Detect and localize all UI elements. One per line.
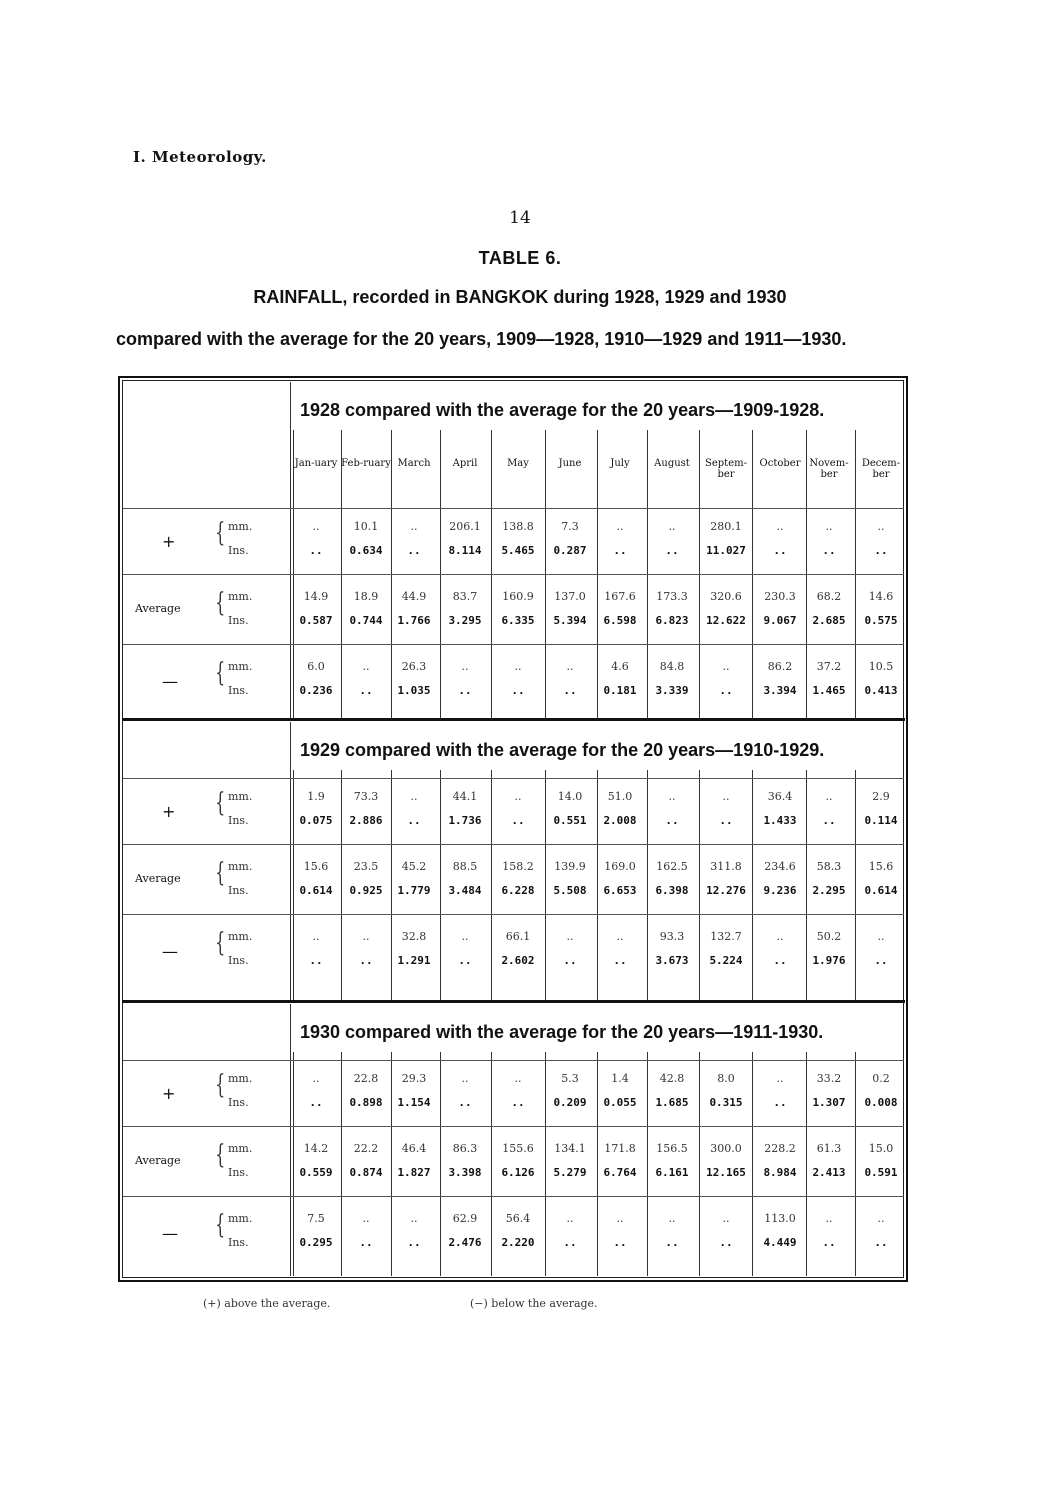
cell-ins: .. bbox=[665, 1236, 679, 1249]
cell-ins: 2.413 bbox=[812, 1166, 846, 1179]
cell-ins: .. bbox=[665, 814, 679, 827]
group-rule bbox=[123, 914, 904, 915]
cell-mm: 156.5 bbox=[656, 1142, 688, 1155]
unit-mm: mm. bbox=[228, 1072, 253, 1085]
row-label-minus: — bbox=[162, 672, 178, 691]
cell-ins: .. bbox=[563, 1236, 577, 1249]
cell-ins: .. bbox=[874, 954, 888, 967]
cell-ins: .. bbox=[407, 814, 421, 827]
cell-mm: 37.2 bbox=[816, 660, 842, 673]
cell-ins: .. bbox=[407, 1236, 421, 1249]
cell-ins: .. bbox=[665, 544, 679, 557]
cell-ins: 0.614 bbox=[299, 884, 333, 897]
cell-mm: 113.0 bbox=[764, 1212, 796, 1225]
cell-ins: 6.126 bbox=[501, 1166, 535, 1179]
unit-ins: Ins. bbox=[228, 614, 249, 627]
cell-mm: .. bbox=[312, 1072, 320, 1085]
cell-mm: .. bbox=[616, 930, 624, 943]
cell-mm: 73.3 bbox=[353, 790, 379, 803]
cell-mm: 62.9 bbox=[452, 1212, 478, 1225]
header-rule bbox=[123, 508, 904, 509]
cell-mm: .. bbox=[312, 520, 320, 533]
cell-mm: 83.7 bbox=[452, 590, 478, 603]
cell-ins: 2.220 bbox=[501, 1236, 535, 1249]
brace-icon: { bbox=[215, 588, 226, 618]
cell-mm: 93.3 bbox=[659, 930, 685, 943]
unit-mm: mm. bbox=[228, 590, 253, 603]
brace-icon: { bbox=[215, 1070, 226, 1100]
cell-ins: 6.335 bbox=[501, 614, 535, 627]
cell-mm: 22.2 bbox=[353, 1142, 379, 1155]
cell-ins: .. bbox=[359, 954, 373, 967]
cell-mm: .. bbox=[514, 790, 522, 803]
block-title: 1928 compared with the average for the 20 years—1909-1928. bbox=[300, 400, 825, 420]
cell-mm: 46.4 bbox=[401, 1142, 427, 1155]
row-label-avg: Average bbox=[135, 872, 181, 885]
cell-ins: .. bbox=[563, 684, 577, 697]
cell-ins: 1.736 bbox=[448, 814, 482, 827]
cell-ins: 9.067 bbox=[763, 614, 797, 627]
cell-ins: 3.339 bbox=[655, 684, 689, 697]
cell-mm: .. bbox=[362, 930, 370, 943]
cell-ins: .. bbox=[309, 544, 323, 557]
cell-ins: .. bbox=[773, 544, 787, 557]
cell-mm: 14.9 bbox=[303, 590, 329, 603]
cell-mm: 134.1 bbox=[554, 1142, 586, 1155]
cell-mm: 68.2 bbox=[816, 590, 842, 603]
cell-mm: 84.8 bbox=[659, 660, 685, 673]
month-header: June bbox=[558, 458, 582, 469]
cell-mm: 44.1 bbox=[452, 790, 478, 803]
cell-mm: 0.2 bbox=[872, 1072, 890, 1085]
cell-ins: .. bbox=[309, 954, 323, 967]
month-header: Novem-ber bbox=[809, 458, 849, 480]
cell-mm: 320.6 bbox=[710, 590, 742, 603]
cell-mm: 56.4 bbox=[505, 1212, 531, 1225]
cell-ins: 1.779 bbox=[397, 884, 431, 897]
cell-ins: 3.484 bbox=[448, 884, 482, 897]
cell-ins: 0.209 bbox=[553, 1096, 587, 1109]
cell-ins: 0.744 bbox=[349, 614, 383, 627]
cell-mm: .. bbox=[410, 1212, 418, 1225]
cell-mm: 50.2 bbox=[816, 930, 842, 943]
cell-ins: .. bbox=[407, 544, 421, 557]
cell-mm: .. bbox=[776, 930, 784, 943]
cell-mm: 139.9 bbox=[554, 860, 586, 873]
cell-ins: 0.575 bbox=[864, 614, 898, 627]
cell-ins: 5.279 bbox=[553, 1166, 587, 1179]
unit-ins: Ins. bbox=[228, 954, 249, 967]
cell-mm: 1.4 bbox=[611, 1072, 629, 1085]
cell-ins: 12.276 bbox=[706, 884, 746, 897]
cell-mm: 44.9 bbox=[401, 590, 427, 603]
unit-ins: Ins. bbox=[228, 884, 249, 897]
month-header: Jan-uary bbox=[294, 458, 338, 469]
cell-mm: 171.8 bbox=[604, 1142, 636, 1155]
unit-mm: mm. bbox=[228, 790, 253, 803]
cell-mm: 15.6 bbox=[868, 860, 894, 873]
cell-mm: 15.6 bbox=[303, 860, 329, 873]
cell-mm: 138.8 bbox=[502, 520, 534, 533]
cell-ins: .. bbox=[874, 544, 888, 557]
cell-ins: 6.228 bbox=[501, 884, 535, 897]
cell-mm: .. bbox=[410, 520, 418, 533]
cell-mm: 132.7 bbox=[710, 930, 742, 943]
cell-mm: 7.5 bbox=[307, 1212, 325, 1225]
cell-ins: 5.508 bbox=[553, 884, 587, 897]
cell-mm: 10.5 bbox=[868, 660, 894, 673]
cell-mm: .. bbox=[461, 1072, 469, 1085]
cell-ins: .. bbox=[613, 954, 627, 967]
cell-ins: 6.764 bbox=[603, 1166, 637, 1179]
cell-ins: .. bbox=[773, 1096, 787, 1109]
cell-ins: 6.398 bbox=[655, 884, 689, 897]
cell-ins: 0.925 bbox=[349, 884, 383, 897]
cell-ins: 1.465 bbox=[812, 684, 846, 697]
month-header: Septem-ber bbox=[705, 458, 747, 480]
cell-mm: .. bbox=[312, 930, 320, 943]
unit-ins: Ins. bbox=[228, 684, 249, 697]
cell-ins: 1.035 bbox=[397, 684, 431, 697]
cell-mm: 15.0 bbox=[868, 1142, 894, 1155]
cell-ins: 6.653 bbox=[603, 884, 637, 897]
cell-ins: 1.685 bbox=[655, 1096, 689, 1109]
cell-mm: 51.0 bbox=[607, 790, 633, 803]
cell-ins: 6.161 bbox=[655, 1166, 689, 1179]
cell-ins: 12.622 bbox=[706, 614, 746, 627]
cell-mm: 18.9 bbox=[353, 590, 379, 603]
month-header: Feb-ruary bbox=[341, 458, 391, 469]
cell-mm: .. bbox=[825, 790, 833, 803]
cell-mm: 167.6 bbox=[604, 590, 636, 603]
cell-ins: .. bbox=[458, 954, 472, 967]
cell-mm: .. bbox=[877, 520, 885, 533]
legend-minus: (−) below the average. bbox=[470, 1297, 598, 1310]
cell-ins: .. bbox=[309, 1096, 323, 1109]
row-label-avg: Average bbox=[135, 1154, 181, 1167]
cell-ins: .. bbox=[511, 814, 525, 827]
cell-mm: 280.1 bbox=[710, 520, 742, 533]
cell-ins: .. bbox=[822, 1236, 836, 1249]
cell-ins: 0.114 bbox=[864, 814, 898, 827]
cell-mm: .. bbox=[514, 1072, 522, 1085]
brace-icon: { bbox=[215, 788, 226, 818]
cell-ins: 8.984 bbox=[763, 1166, 797, 1179]
cell-mm: 58.3 bbox=[816, 860, 842, 873]
cell-mm: 1.9 bbox=[307, 790, 325, 803]
block-divider bbox=[122, 718, 905, 721]
group-rule bbox=[123, 574, 904, 575]
month-header: October bbox=[759, 458, 801, 469]
cell-mm: 230.3 bbox=[764, 590, 796, 603]
cell-mm: 61.3 bbox=[816, 1142, 842, 1155]
cell-ins: .. bbox=[822, 814, 836, 827]
cell-mm: 7.3 bbox=[561, 520, 579, 533]
cell-ins: 3.398 bbox=[448, 1166, 482, 1179]
cell-ins: .. bbox=[613, 544, 627, 557]
cell-ins: 11.027 bbox=[706, 544, 746, 557]
cell-ins: .. bbox=[874, 1236, 888, 1249]
cell-mm: .. bbox=[877, 1212, 885, 1225]
cell-ins: 1.827 bbox=[397, 1166, 431, 1179]
cell-ins: .. bbox=[613, 1236, 627, 1249]
cell-ins: 0.315 bbox=[709, 1096, 743, 1109]
cell-mm: 86.3 bbox=[452, 1142, 478, 1155]
cell-mm: .. bbox=[722, 1212, 730, 1225]
cell-ins: 0.587 bbox=[299, 614, 333, 627]
cell-ins: 8.114 bbox=[448, 544, 482, 557]
cell-ins: 0.181 bbox=[603, 684, 637, 697]
cell-mm: 66.1 bbox=[505, 930, 531, 943]
cell-ins: 6.598 bbox=[603, 614, 637, 627]
cell-ins: 12.165 bbox=[706, 1166, 746, 1179]
cell-ins: .. bbox=[719, 684, 733, 697]
cell-ins: 1.154 bbox=[397, 1096, 431, 1109]
cell-mm: .. bbox=[668, 790, 676, 803]
cell-mm: 162.5 bbox=[656, 860, 688, 873]
cell-mm: 234.6 bbox=[764, 860, 796, 873]
cell-ins: 2.295 bbox=[812, 884, 846, 897]
month-header: April bbox=[452, 458, 478, 469]
cell-ins: 0.295 bbox=[299, 1236, 333, 1249]
cell-mm: 45.2 bbox=[401, 860, 427, 873]
month-header: March bbox=[397, 458, 431, 469]
cell-mm: .. bbox=[566, 1212, 574, 1225]
brace-icon: { bbox=[215, 1140, 226, 1170]
unit-mm: mm. bbox=[228, 520, 253, 533]
cell-mm: 311.8 bbox=[710, 860, 742, 873]
cell-ins: .. bbox=[458, 684, 472, 697]
cell-ins: 0.874 bbox=[349, 1166, 383, 1179]
cell-mm: 42.8 bbox=[659, 1072, 685, 1085]
cell-mm: .. bbox=[514, 660, 522, 673]
cell-mm: 8.0 bbox=[717, 1072, 735, 1085]
month-header: August bbox=[654, 458, 690, 469]
cell-mm: 169.0 bbox=[604, 860, 636, 873]
cell-ins: 1.976 bbox=[812, 954, 846, 967]
month-header: May bbox=[507, 458, 529, 469]
cell-ins: 3.673 bbox=[655, 954, 689, 967]
caption-line-2: compared with the average for the 20 years, 1909—1928, 1910—1929 and 1911—1930. bbox=[116, 329, 847, 349]
cell-mm: .. bbox=[877, 930, 885, 943]
cell-mm: 228.2 bbox=[764, 1142, 796, 1155]
group-rule bbox=[123, 1196, 904, 1197]
cell-ins: .. bbox=[359, 684, 373, 697]
group-rule bbox=[123, 1126, 904, 1127]
cell-ins: .. bbox=[458, 1096, 472, 1109]
cell-mm: .. bbox=[616, 520, 624, 533]
cell-mm: 137.0 bbox=[554, 590, 586, 603]
cell-mm: 33.2 bbox=[816, 1072, 842, 1085]
cell-mm: 26.3 bbox=[401, 660, 427, 673]
cell-ins: 6.823 bbox=[655, 614, 689, 627]
cell-mm: .. bbox=[461, 930, 469, 943]
cell-ins: .. bbox=[719, 1236, 733, 1249]
group-rule bbox=[123, 844, 904, 845]
cell-mm: 29.3 bbox=[401, 1072, 427, 1085]
cell-ins: 1.433 bbox=[763, 814, 797, 827]
cell-ins: 0.551 bbox=[553, 814, 587, 827]
unit-ins: Ins. bbox=[228, 1096, 249, 1109]
cell-mm: .. bbox=[566, 660, 574, 673]
cell-ins: 4.449 bbox=[763, 1236, 797, 1249]
block-title: 1929 compared with the average for the 20 years—1910-1929. bbox=[300, 740, 825, 760]
cell-mm: .. bbox=[461, 660, 469, 673]
cell-ins: 0.287 bbox=[553, 544, 587, 557]
cell-mm: 32.8 bbox=[401, 930, 427, 943]
cell-mm: 88.5 bbox=[452, 860, 478, 873]
cell-mm: 173.3 bbox=[656, 590, 688, 603]
header-rule bbox=[123, 1060, 904, 1061]
cell-mm: 10.1 bbox=[353, 520, 379, 533]
cell-ins: 0.236 bbox=[299, 684, 333, 697]
cell-ins: 0.634 bbox=[349, 544, 383, 557]
cell-ins: 0.008 bbox=[864, 1096, 898, 1109]
cell-mm: 2.9 bbox=[872, 790, 890, 803]
row-label-avg: Average bbox=[135, 602, 181, 615]
cell-ins: .. bbox=[511, 1096, 525, 1109]
cell-ins: .. bbox=[773, 954, 787, 967]
cell-ins: 0.559 bbox=[299, 1166, 333, 1179]
cell-mm: 22.8 bbox=[353, 1072, 379, 1085]
cell-mm: .. bbox=[722, 790, 730, 803]
cell-mm: 14.0 bbox=[557, 790, 583, 803]
cell-mm: .. bbox=[616, 1212, 624, 1225]
cell-ins: 2.685 bbox=[812, 614, 846, 627]
cell-mm: 14.6 bbox=[868, 590, 894, 603]
cell-ins: .. bbox=[719, 814, 733, 827]
cell-mm: 206.1 bbox=[449, 520, 481, 533]
cell-ins: 2.476 bbox=[448, 1236, 482, 1249]
cell-mm: 23.5 bbox=[353, 860, 379, 873]
cell-ins: .. bbox=[359, 1236, 373, 1249]
cell-mm: 160.9 bbox=[502, 590, 534, 603]
cell-mm: .. bbox=[362, 660, 370, 673]
unit-mm: mm. bbox=[228, 1212, 253, 1225]
cell-ins: 0.075 bbox=[299, 814, 333, 827]
unit-mm: mm. bbox=[228, 860, 253, 873]
unit-ins: Ins. bbox=[228, 1166, 249, 1179]
cell-ins: 5.394 bbox=[553, 614, 587, 627]
brace-icon: { bbox=[215, 1210, 226, 1240]
header-rule bbox=[123, 778, 904, 779]
cell-ins: 3.295 bbox=[448, 614, 482, 627]
brace-icon: { bbox=[215, 658, 226, 688]
row-label-plus: + bbox=[162, 1084, 176, 1103]
cell-ins: 2.008 bbox=[603, 814, 637, 827]
cell-ins: 0.898 bbox=[349, 1096, 383, 1109]
page-number: 14 bbox=[509, 208, 531, 228]
legend-plus: (+) above the average. bbox=[203, 1297, 331, 1310]
cell-mm: 14.2 bbox=[303, 1142, 329, 1155]
cell-mm: .. bbox=[825, 520, 833, 533]
cell-ins: .. bbox=[563, 954, 577, 967]
row-label-plus: + bbox=[162, 802, 176, 821]
cell-ins: 0.614 bbox=[864, 884, 898, 897]
brace-icon: { bbox=[215, 858, 226, 888]
cell-mm: .. bbox=[362, 1212, 370, 1225]
unit-ins: Ins. bbox=[228, 814, 249, 827]
table-title: TABLE 6. bbox=[478, 248, 562, 268]
cell-ins: .. bbox=[511, 684, 525, 697]
cell-ins: 9.236 bbox=[763, 884, 797, 897]
cell-mm: 86.2 bbox=[767, 660, 793, 673]
cell-mm: .. bbox=[668, 520, 676, 533]
cell-mm: .. bbox=[566, 930, 574, 943]
row-label-minus: — bbox=[162, 942, 178, 961]
cell-ins: 2.602 bbox=[501, 954, 535, 967]
month-header: July bbox=[610, 458, 630, 469]
cell-mm: .. bbox=[825, 1212, 833, 1225]
caption-line-1: RAINFALL, recorded in BANGKOK during 1928, 1929 and 1930 bbox=[253, 287, 787, 307]
cell-mm: .. bbox=[776, 1072, 784, 1085]
cell-ins: 2.886 bbox=[349, 814, 383, 827]
block-title: 1930 compared with the average for the 20 years—1911-1930. bbox=[300, 1022, 824, 1042]
block-divider bbox=[122, 1000, 905, 1003]
cell-ins: 3.394 bbox=[763, 684, 797, 697]
cell-ins: 0.591 bbox=[864, 1166, 898, 1179]
cell-ins: 0.055 bbox=[603, 1096, 637, 1109]
cell-ins: 5.224 bbox=[709, 954, 743, 967]
cell-mm: 36.4 bbox=[767, 790, 793, 803]
unit-mm: mm. bbox=[228, 1142, 253, 1155]
group-rule bbox=[123, 644, 904, 645]
row-label-plus: + bbox=[162, 532, 176, 551]
section-heading: I. Meteorology. bbox=[133, 148, 267, 166]
unit-mm: mm. bbox=[228, 930, 253, 943]
cell-ins: 1.291 bbox=[397, 954, 431, 967]
cell-ins: 0.413 bbox=[864, 684, 898, 697]
cell-mm: .. bbox=[776, 520, 784, 533]
cell-mm: .. bbox=[410, 790, 418, 803]
month-header: Decem-ber bbox=[861, 458, 901, 480]
cell-mm: .. bbox=[668, 1212, 676, 1225]
unit-ins: Ins. bbox=[228, 1236, 249, 1249]
cell-ins: .. bbox=[822, 544, 836, 557]
brace-icon: { bbox=[215, 518, 226, 548]
cell-ins: 5.465 bbox=[501, 544, 535, 557]
unit-mm: mm. bbox=[228, 660, 253, 673]
cell-ins: 1.307 bbox=[812, 1096, 846, 1109]
cell-mm: 155.6 bbox=[502, 1142, 534, 1155]
row-label-minus: — bbox=[162, 1224, 178, 1243]
cell-ins: 1.766 bbox=[397, 614, 431, 627]
cell-mm: 5.3 bbox=[561, 1072, 579, 1085]
unit-ins: Ins. bbox=[228, 544, 249, 557]
cell-mm: 6.0 bbox=[307, 660, 325, 673]
cell-mm: 300.0 bbox=[710, 1142, 742, 1155]
cell-mm: 158.2 bbox=[502, 860, 534, 873]
cell-mm: .. bbox=[722, 660, 730, 673]
brace-icon: { bbox=[215, 928, 226, 958]
cell-mm: 4.6 bbox=[611, 660, 629, 673]
